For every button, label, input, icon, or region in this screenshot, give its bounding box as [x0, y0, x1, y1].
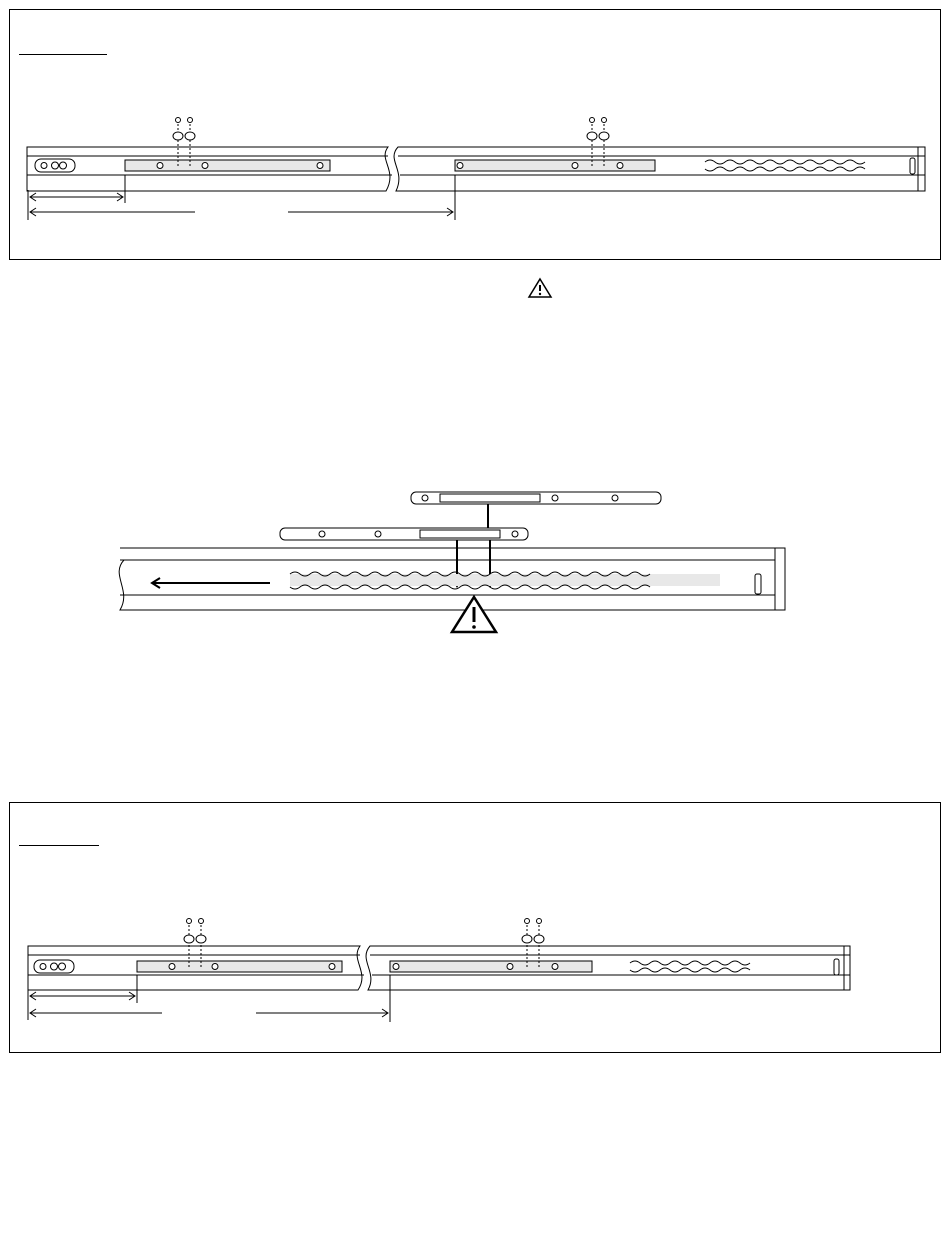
right-end-pin [834, 959, 839, 975]
washer-icon [184, 935, 206, 943]
left-end-cap [34, 960, 74, 973]
trolley-bar-bottom [137, 961, 592, 972]
chain-wave-bottom [630, 961, 750, 972]
dimension-lines-bottom [28, 975, 390, 1022]
washer-icon [522, 935, 544, 943]
